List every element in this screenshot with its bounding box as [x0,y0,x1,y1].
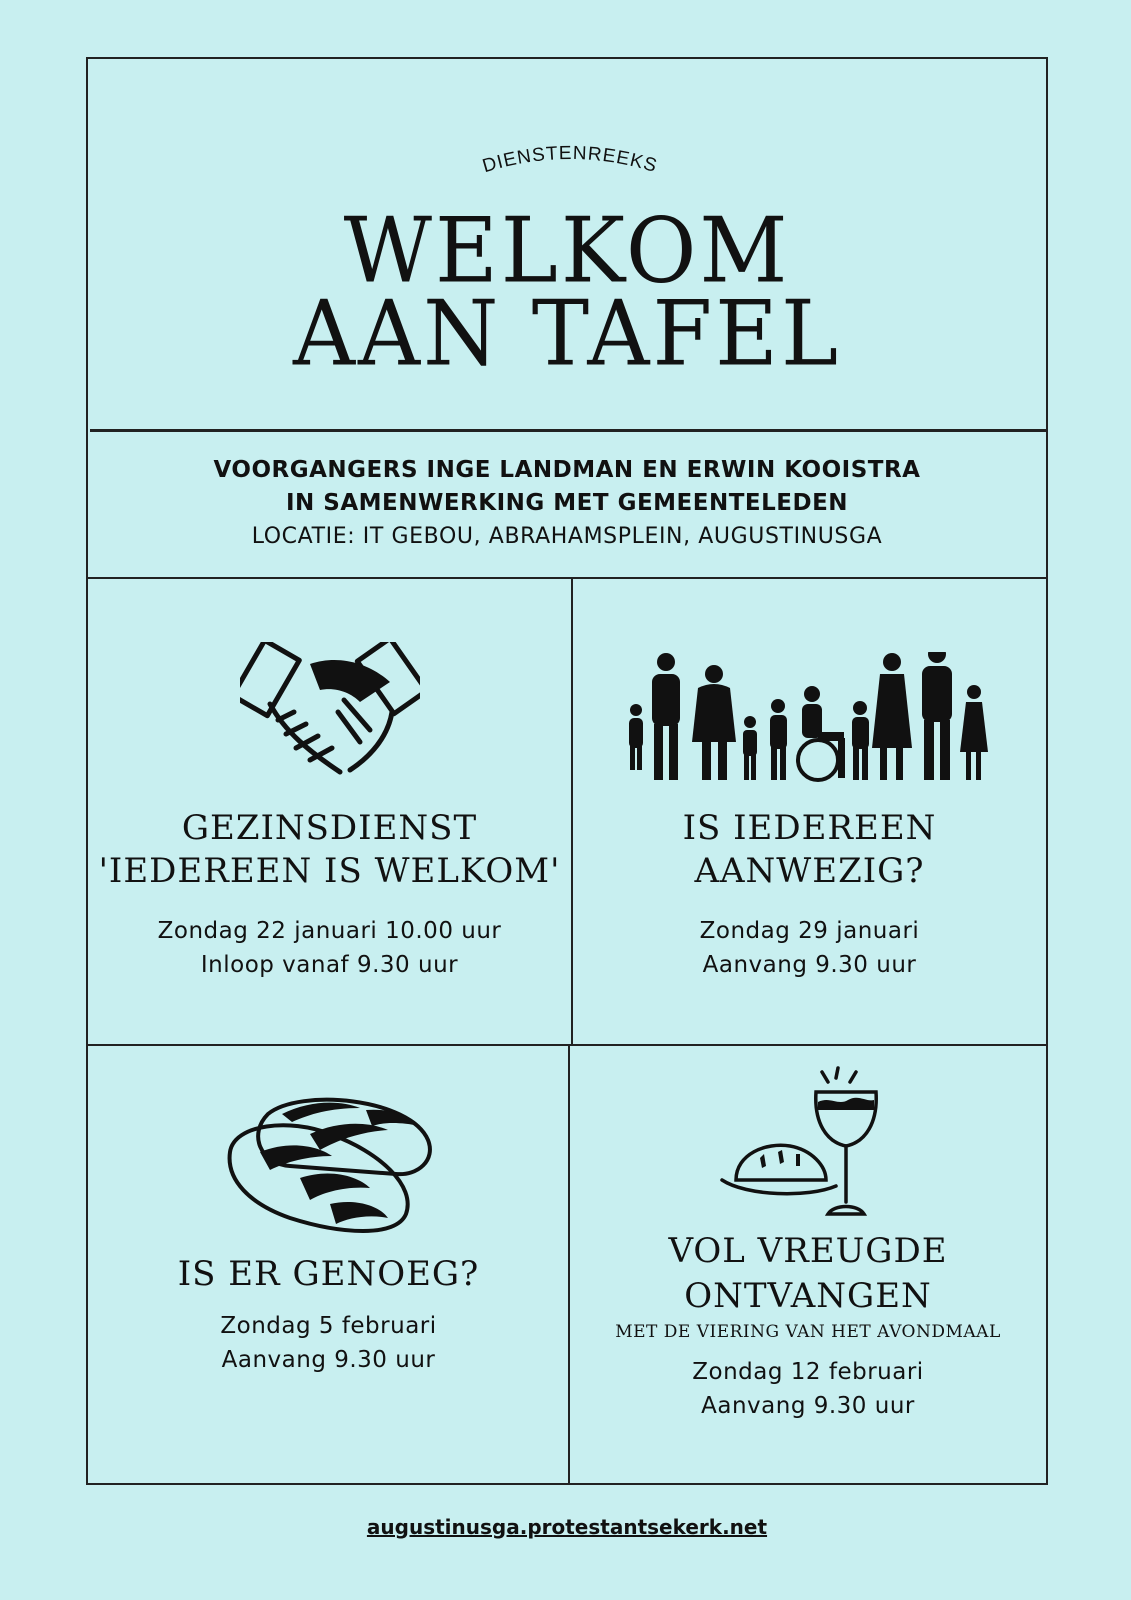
page-title-line1: WELKOM [343,198,791,304]
eyebrow-arc [460,128,680,188]
info-collaboration: IN SAMENWERKING MET GEMEENTELEDEN [285,490,849,516]
service4-title-line1: VOL VREUGDE [668,1231,948,1271]
service4-date: Zondag 12 februari [692,1359,924,1385]
info-preachers: VOORGANGERS INGE LANDMAN EN ERWIN KOOISTRA [213,457,921,483]
eyebrow-text: DIENSTENREEKS [480,142,660,178]
bread-and-wine-icon [716,1062,906,1224]
divider-middle [88,1044,1046,1046]
page-title-line2: AAN TAFEL [292,281,842,387]
service2-date: Zondag 29 januari [699,918,920,944]
service4-subtitle: MET DE VIERING VAN HET AVONDMAAL [615,1322,1001,1342]
service3-title: IS ER GENOEG? [177,1254,480,1294]
service1-title-line2: 'IEDEREEN IS WELKOM' [98,851,561,891]
divider-info [88,577,1046,579]
service3-time: Aanvang 9.30 uur [221,1347,436,1373]
service4-time: Aanvang 9.30 uur [701,1393,915,1419]
service1-time: Inloop vanaf 9.30 uur [200,952,459,978]
service2-time: Aanvang 9.30 uur [702,952,917,978]
handshake-icon [240,642,420,782]
service3-date: Zondag 5 februari [220,1313,437,1339]
service2-title-line2: AANWEZIG? [694,851,925,891]
info-location: LOCATIE: IT GEBOU, ABRAHAMSPLEIN, AUGUSTINUSGA [251,524,883,549]
svg-text:DIENSTENREEKS [480,143,660,177]
service1-date: Zondag 22 januari 10.00 uur [157,918,502,944]
divider-header [90,429,1048,432]
bread-loaves-icon [220,1094,440,1240]
service1-title-line1: GEZINSDIENST [181,808,478,848]
service2-title-line1: IS IEDEREEN [682,808,937,848]
website-link[interactable]: augustinusga.protestantsekerk.net [366,1515,768,1539]
people-group-icon [622,652,992,784]
service4-title-line2: ONTVANGEN [684,1276,932,1316]
